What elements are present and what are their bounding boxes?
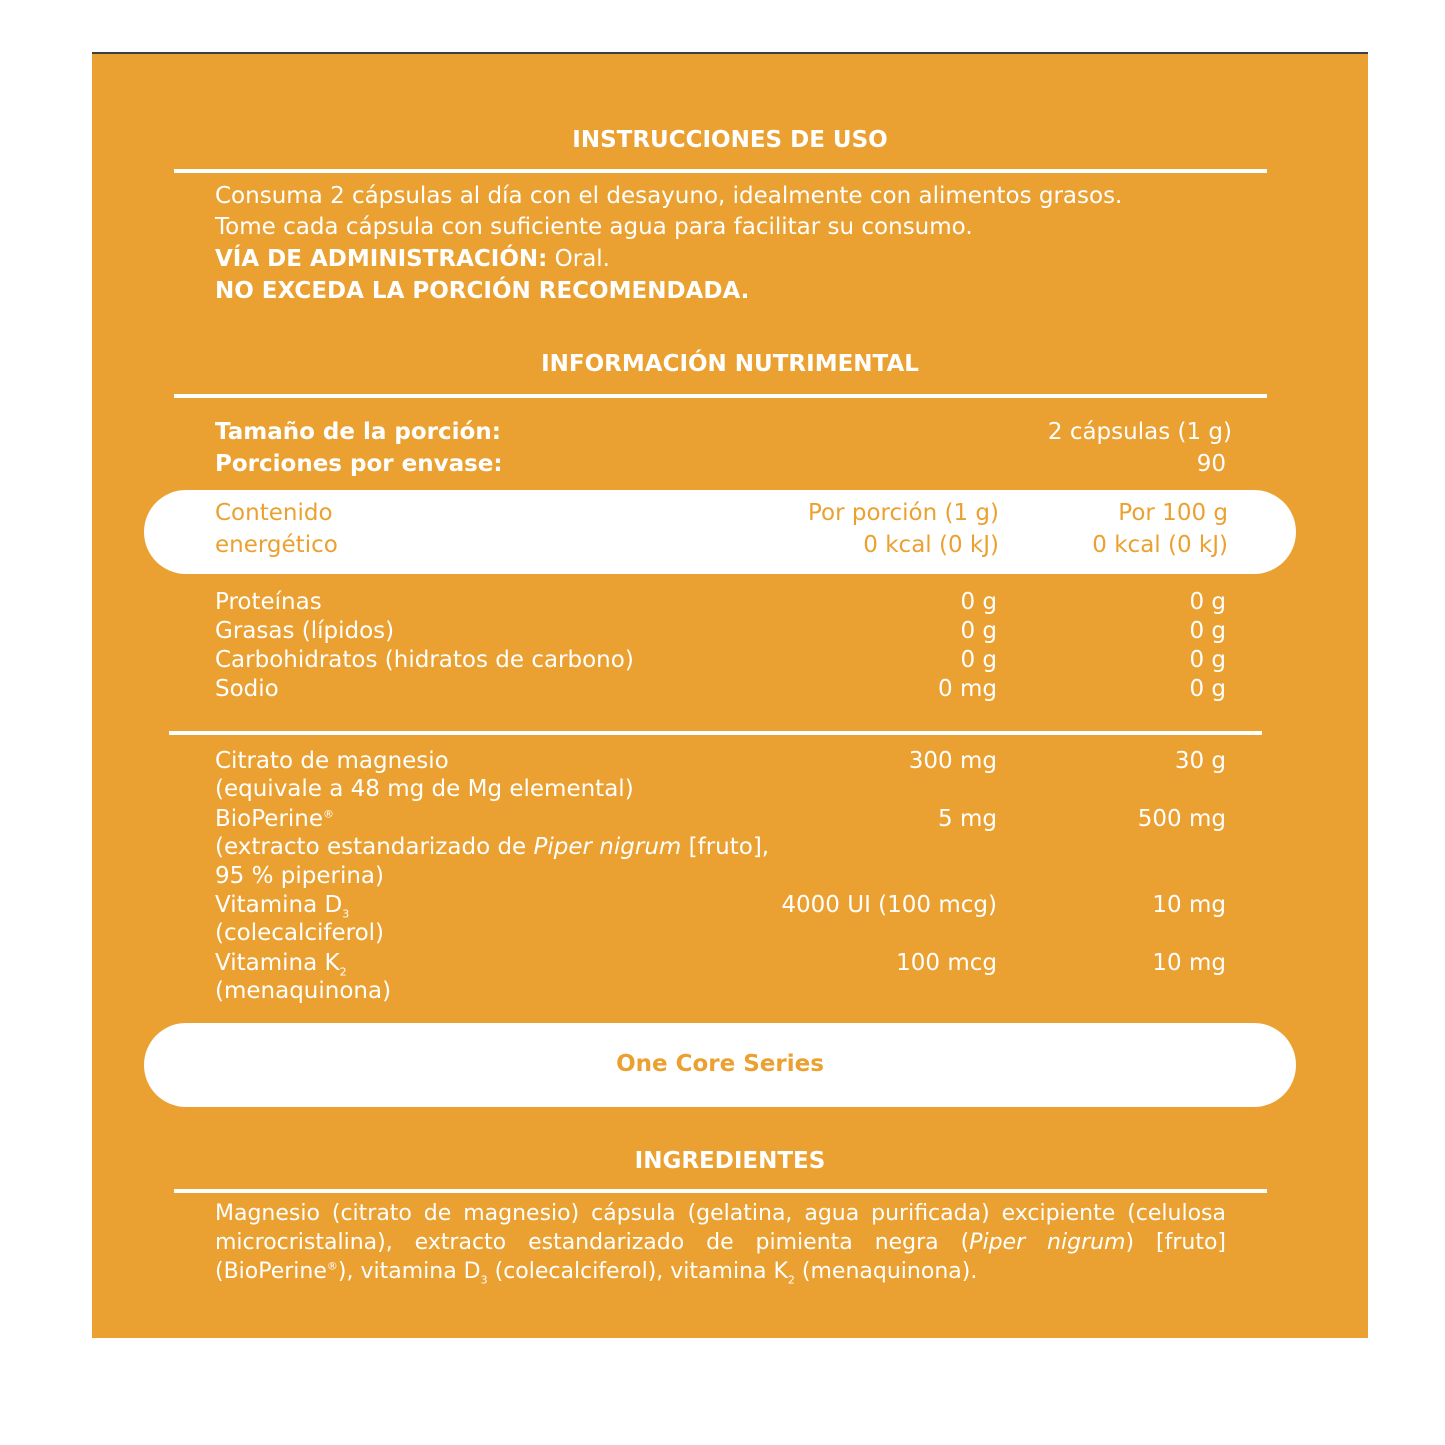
instructions-rule — [174, 169, 1267, 173]
energy-col1-value: 0 kcal (0 kJ) — [863, 532, 999, 558]
macro-per-100: 0 g — [1189, 676, 1226, 702]
active-per-portion: 4000 UI (100 mcg) — [781, 892, 997, 918]
macro-row-fats — [92, 616, 1368, 645]
energy-col2-header: Por 100 g — [1118, 500, 1228, 526]
macro-per-portion: 0 mg — [938, 676, 997, 702]
administration-route-value: Oral. — [547, 246, 610, 272]
instructions-title: INSTRUCCIONES DE USO — [572, 127, 888, 153]
macro-name: Carbohidratos (hidratos de carbono) — [215, 647, 634, 673]
macro-per-100: 0 g — [1189, 647, 1226, 673]
actives-rule — [169, 731, 1262, 735]
active-row-vitamin-d — [92, 890, 1368, 919]
ingredients-text: Magnesio (citrato de magnesio) cápsula (gelatina, agua purificada) excipiente (celulosa microcristalina), extracto estandarizado de pimienta negra (Piper nigrum) [fruto] (BioPerine®), vitamina $D_3$ (colecalciferol), vitamina $K_2$ (menaquinona). — [215, 1201, 1227, 1287]
macro-per-portion: 0 g — [960, 618, 997, 644]
servings-label: Porciones por envase: — [215, 451, 503, 477]
series-pill — [144, 1023, 1296, 1107]
administration-route — [215, 244, 610, 275]
active-per-100: 10 mg — [1152, 950, 1226, 976]
energy-label-1: Contenido — [215, 500, 333, 526]
active-note-bioperine-2: 95 % piperina) — [215, 863, 384, 889]
ingredients-rule — [174, 1189, 1267, 1193]
active-per-100: 10 mg — [1152, 892, 1226, 918]
active-row-vitamin-k — [92, 948, 1368, 977]
macro-per-portion: 0 g — [960, 647, 997, 673]
registered-mark: ® — [323, 807, 335, 821]
instructions-line-2: Tome cada cápsula con suficiente agua para facilitar su consumo. — [215, 214, 973, 240]
active-name: BioPerine® — [215, 806, 335, 832]
macro-name: Grasas (lípidos) — [215, 618, 395, 644]
active-per-portion: 100 mcg — [896, 950, 997, 976]
administration-route-label: VÍA DE ADMINISTRACIÓN: — [215, 246, 548, 272]
portion-size-label: Tamaño de la porción: — [215, 419, 501, 445]
portion-size-value: 2 cápsulas (1 g) — [1047, 419, 1232, 445]
active-note-bioperine: (extracto estandarizado de Piper nigrum [fruto], — [215, 834, 770, 860]
label-panel — [92, 52, 1368, 1338]
macro-row-sodium — [92, 674, 1368, 703]
active-per-100: 30 g — [1174, 748, 1226, 774]
macro-name: Proteínas — [215, 589, 322, 615]
active-row-magnesium — [92, 746, 1368, 775]
active-note-vitamin-d: (colecalciferol) — [215, 920, 385, 946]
active-row-bioperine — [92, 804, 1368, 833]
nutrition-rule — [174, 394, 1267, 398]
ingredients-title: INGREDIENTES — [634, 1148, 826, 1174]
active-note-vitamin-k: (menaquinona) — [215, 978, 392, 1004]
macro-per-100: 0 g — [1189, 618, 1226, 644]
nutrition-title: INFORMACIÓN NUTRIMENTAL — [541, 351, 919, 377]
macro-name: Sodio — [215, 676, 279, 702]
active-note-magnesium: (equivale a 48 mg de Mg elemental) — [215, 776, 634, 802]
energy-col2-value: 0 kcal (0 kJ) — [1092, 532, 1228, 558]
macro-row-carbs — [92, 645, 1368, 674]
macro-per-portion: 0 g — [960, 589, 997, 615]
active-per-100: 500 mg — [1137, 806, 1226, 832]
energy-label-2: energético — [215, 532, 338, 558]
servings-value: 90 — [1196, 451, 1226, 477]
macro-row-proteins — [92, 587, 1368, 616]
active-per-portion: 5 mg — [938, 806, 997, 832]
energy-col1-header: Por porción (1 g) — [808, 500, 999, 526]
series-label: One Core Series — [616, 1051, 824, 1077]
macro-per-100: 0 g — [1189, 589, 1226, 615]
active-name: Citrato de magnesio — [215, 748, 449, 774]
active-per-portion: 300 mg — [908, 748, 997, 774]
instructions-line-1: Consuma 2 cápsulas al día con el desayuno, idealmente con alimentos grasos. — [215, 183, 1123, 209]
active-name: Vitamina $D_3$ — [215, 892, 350, 921]
energy-pill — [144, 490, 1296, 574]
dosage-warning: NO EXCEDA LA PORCIÓN RECOMENDADA. — [215, 278, 750, 304]
active-name: Vitamina $K_2$ — [215, 950, 347, 979]
